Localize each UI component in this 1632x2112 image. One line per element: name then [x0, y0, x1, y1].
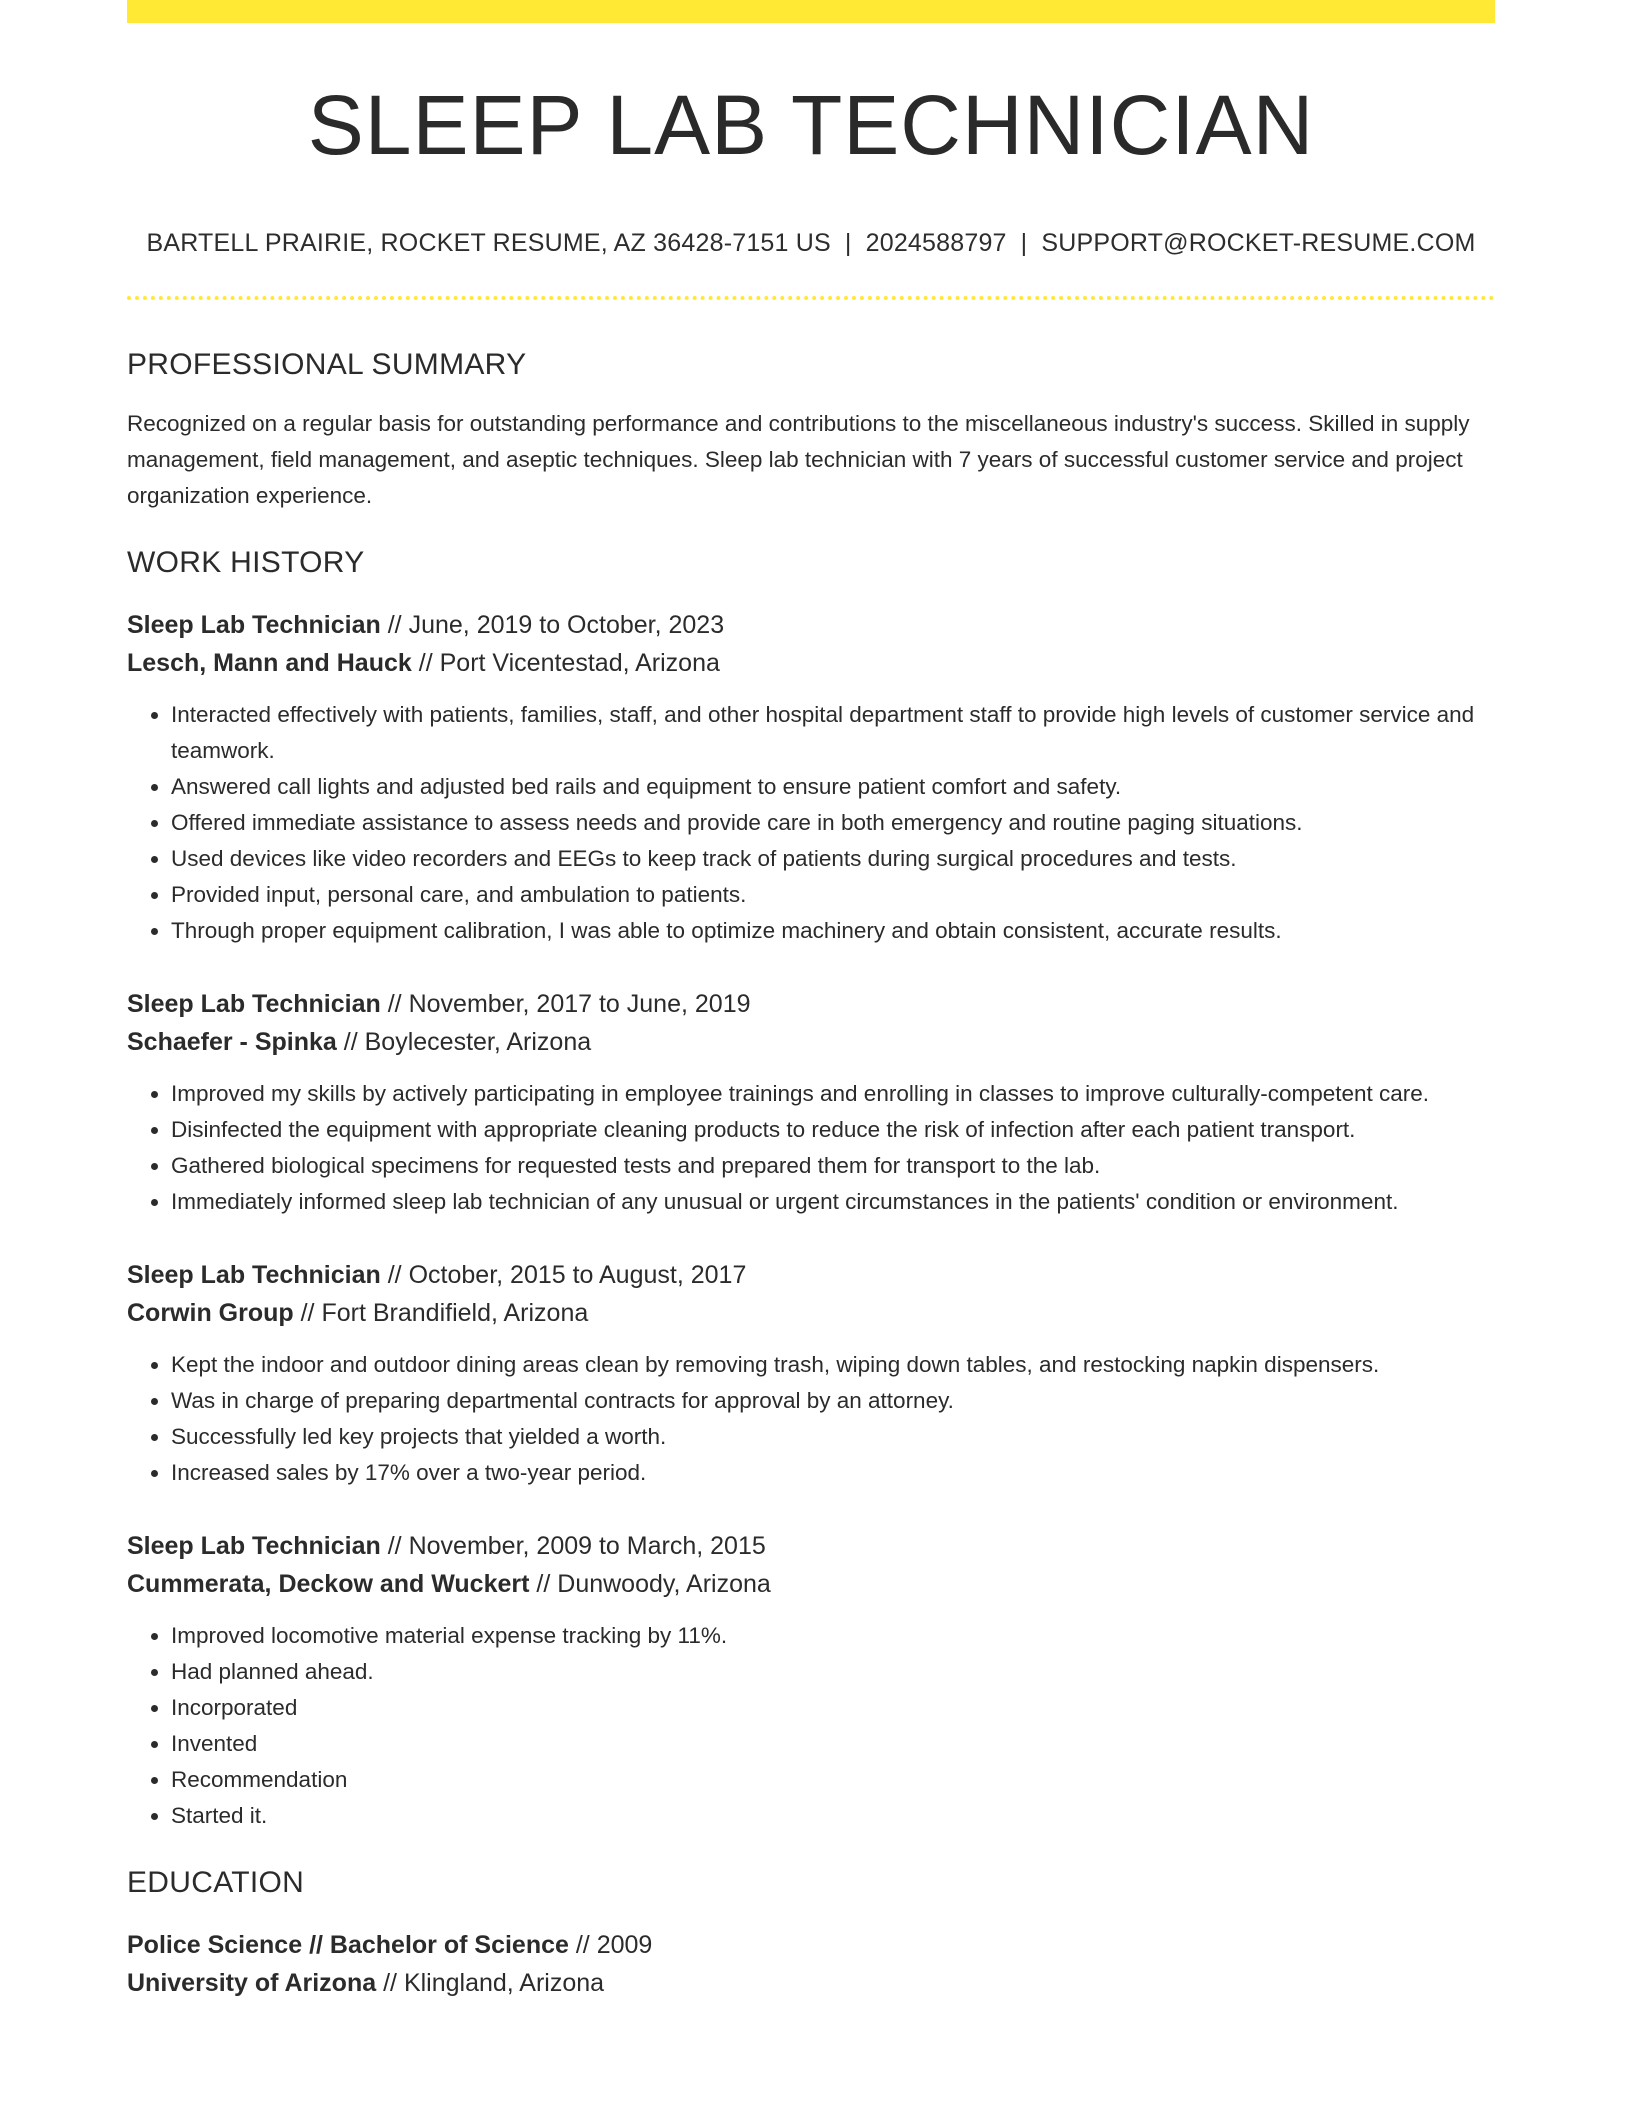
job-bullet-list	[127, 1347, 1495, 1491]
job-delimiter: //	[300, 1299, 315, 1327]
job-bullet: • Provided input, personal care, and ambulation to patients.	[171, 877, 1495, 913]
job-company: Cummerata, Deckow and Wuckert	[127, 1570, 530, 1598]
job-bullet: • Answered call lights and adjusted bed rails and equipment to ensure patient comfort and safety.	[171, 769, 1495, 805]
job-delimiter: //	[387, 1532, 402, 1560]
job-role-line	[127, 606, 1495, 644]
job-company: Schaefer - Spinka	[127, 1028, 337, 1056]
education-year: 2009	[596, 1931, 653, 1959]
contact-separator: |	[844, 229, 852, 257]
job-role: Sleep Lab Technician	[127, 611, 381, 639]
job-location: Port Vicentestad, Arizona	[439, 649, 720, 677]
job-role-line	[127, 1256, 1495, 1294]
job-delimiter: //	[418, 649, 433, 677]
job-company-line	[127, 1565, 1495, 1603]
education-delimiter: //	[383, 1969, 397, 1997]
job-role: Sleep Lab Technician	[127, 1532, 381, 1560]
resume-page	[127, 0, 1495, 2002]
job-location: Boylecester, Arizona	[364, 1028, 592, 1056]
job-bullet: • Kept the indoor and outdoor dining areas clean by removing trash, wiping down tables, and restocking napkin dispensers.	[171, 1347, 1495, 1383]
contact-line	[127, 231, 1495, 256]
job-dates: November, 2009 to March, 2015	[408, 1532, 766, 1560]
summary-text: Recognized on a regular basis for outstanding performance and contributions to the miscellaneous industry's success. Skilled in supply management, field management, and aseptic techniques. Sleep lab technician with 7 years of successful customer service and project organization experience.	[127, 411, 1470, 508]
job-bullet: • Through proper equipment calibration, I was able to optimize machinery and obtain consistent, accurate results.	[171, 913, 1495, 949]
job-company-line	[127, 644, 1495, 682]
contact-separator: |	[1020, 229, 1028, 257]
job-location: Fort Brandifield, Arizona	[321, 1299, 589, 1327]
job-bullet: • Was in charge of preparing departmental contracts for approval by an attorney.	[171, 1383, 1495, 1419]
job-company-line	[127, 1294, 1495, 1332]
job-delimiter: //	[387, 1261, 402, 1289]
job-role-line	[127, 985, 1495, 1023]
job-bullet: • Used devices like video recorders and EEGs to keep track of patients during surgical procedures and tests.	[171, 841, 1495, 877]
job-bullet: • Gathered biological specimens for requested tests and prepared them for transport to the lab.	[171, 1148, 1495, 1184]
job-role: Sleep Lab Technician	[127, 1261, 381, 1289]
job-entry	[127, 606, 1495, 949]
job-bullet: • Interacted effectively with patients, families, staff, and other hospital department staff to provide high levels of customer service and teamwork.	[171, 697, 1495, 769]
job-bullet: • Incorporated	[171, 1690, 1495, 1726]
job-delimiter: //	[536, 1570, 551, 1598]
education-school: University of Arizona	[127, 1969, 377, 1997]
education-degree-line	[127, 1926, 1495, 1964]
job-bullet-list	[127, 1618, 1495, 1834]
job-entry	[127, 1256, 1495, 1491]
job-role: Sleep Lab Technician	[127, 990, 381, 1018]
work-history-list	[127, 606, 1495, 1834]
job-location: Dunwoody, Arizona	[557, 1570, 771, 1598]
job-bullet: • Recommendation	[171, 1762, 1495, 1798]
job-bullet: • Immediately informed sleep lab technician of any unusual or urgent circumstances in the patients' condition or environment.	[171, 1184, 1495, 1220]
section-title-work-history: WORK HISTORY	[127, 546, 365, 579]
job-bullet: • Increased sales by 17% over a two-year period.	[171, 1455, 1495, 1491]
job-entry	[127, 985, 1495, 1220]
section-title-summary: PROFESSIONAL SUMMARY	[127, 348, 527, 381]
dotted-divider	[127, 296, 1495, 300]
education-location: Klingland, Arizona	[403, 1969, 605, 1997]
job-bullet-list	[127, 697, 1495, 949]
job-dates: October, 2015 to August, 2017	[408, 1261, 747, 1289]
job-bullet-list	[127, 1076, 1495, 1220]
section-title-education: EDUCATION	[127, 1866, 305, 1899]
education-delimiter: //	[575, 1931, 590, 1959]
job-delimiter: //	[343, 1028, 358, 1056]
education-school-line	[127, 1964, 1495, 2002]
resume-title: SLEEP LAB TECHNICIAN	[307, 78, 1315, 172]
job-bullet: • Had planned ahead.	[171, 1654, 1495, 1690]
job-bullet: • Disinfected the equipment with appropriate cleaning products to reduce the risk of infection after each patient transport.	[171, 1112, 1495, 1148]
job-bullet: • Successfully led key projects that yielded a worth.	[171, 1419, 1495, 1455]
education-entry	[127, 1926, 1495, 2002]
job-bullet: • Invented	[171, 1726, 1495, 1762]
job-bullet: • Started it.	[171, 1798, 1495, 1834]
education-degree: Bachelor of Science	[329, 1931, 569, 1959]
job-bullet: • Offered immediate assistance to assess needs and provide care in both emergency and routine paging situations.	[171, 805, 1495, 841]
education-field: Police Science	[127, 1931, 303, 1959]
job-bullet: • Improved my skills by actively participating in employee trainings and enrolling in classes to improve culturally-competent care.	[171, 1076, 1495, 1112]
job-company-line	[127, 1023, 1495, 1061]
job-dates: November, 2017 to June, 2019	[408, 990, 751, 1018]
contact-address: BARTELL PRAIRIE, ROCKET RESUME, AZ 36428-7151 US	[146, 229, 831, 257]
contact-email: SUPPORT@ROCKET-RESUME.COM	[1041, 229, 1476, 257]
job-company: Corwin Group	[127, 1299, 294, 1327]
accent-top-bar	[127, 0, 1495, 23]
job-delimiter: //	[387, 990, 402, 1018]
job-company: Lesch, Mann and Hauck	[127, 649, 412, 677]
education-delimiter: //	[309, 1931, 323, 1959]
job-bullet: • Improved locomotive material expense tracking by 11%.	[171, 1618, 1495, 1654]
job-delimiter: //	[387, 611, 402, 639]
job-entry	[127, 1527, 1495, 1834]
job-role-line	[127, 1527, 1495, 1565]
contact-phone: 2024588797	[865, 229, 1007, 257]
job-dates: June, 2019 to October, 2023	[408, 611, 725, 639]
